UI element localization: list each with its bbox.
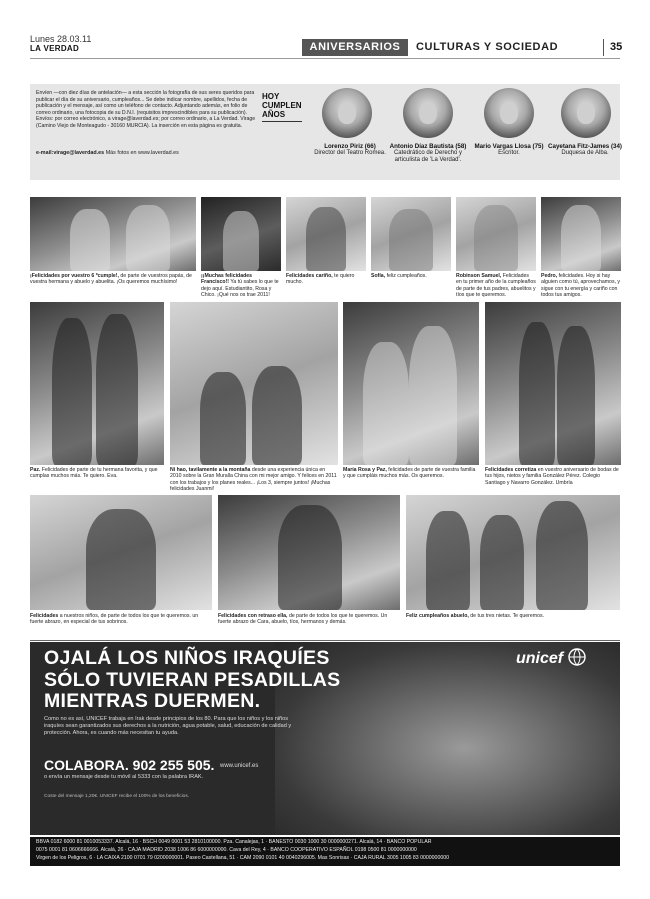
ad-rule (30, 640, 620, 641)
birthday-person-4 (547, 143, 623, 157)
unicef-logo (516, 648, 586, 668)
header-rule (30, 58, 620, 59)
photo-10 (485, 302, 621, 465)
ad-fine-print: Coste del mensaje 1,20€. UNICEF recibe el 100% de los beneficios. (44, 794, 190, 799)
email-label[interactable]: e-mail:virage@laverdad.es (36, 150, 105, 156)
email-rest: Más fotos en www.laverdad.es (105, 150, 179, 156)
photo-2 (201, 197, 281, 271)
caption-5: Robinson Samuel, Felicidades en tu primer año de la cumpleaños de parte de tus padres, abuelitos y tíos que te queremos. (456, 273, 536, 299)
caption-12: Felicidades con retraso ella, de parte de todos los que te queremos. Un fuerte abrazo de Cara, abuelo, tíos, hermanos y demás. (218, 613, 388, 626)
newspaper-name: LA VERDAD (30, 44, 80, 53)
bank-line-1: BBVA 0182 6000 81 0010053337. Alcalá, 16 · BSCH 0049 0001 53 2810100000. Pza. Canalejas, 1 · BANESTO 0030 1000 30 0000000271. Alcalá, 14 · BANCO POPULAR (36, 839, 432, 845)
caption-13: Feliz cumpleaños abuelo, de tus tres nietas. Te queremos. (406, 613, 545, 619)
birthday-person-3 (470, 143, 548, 157)
ad-phone-call: COLABORA. 902 255 505. (44, 757, 215, 773)
caption-6: Pedro, felicidades. Hoy si hay alguien como tú, aprovechamos, y sigue con tu energía y cariño con todos tus amigos. (541, 273, 621, 299)
birthday-desc-3: Escritor. (498, 150, 520, 156)
photo-8 (170, 302, 338, 465)
bank-accounts (30, 837, 620, 866)
birthday-desc-1: Director del Teatro Romea. (314, 150, 386, 156)
caption-10: Felicidades corretiza en vuestro aniversario de bodas de tus hijos, nietos y familia González Pérez. Colegio Santiago y Navarro González. Umbría (485, 467, 619, 486)
caption-8: Ni hao, tavilamente a la montaña desde una experiencia única en 2010 sobre la Gran Muralla China con mi mejor amigo. Y felices en 2011 con los trabajos y los planes reales... ¡Los 3, siempre juntos! ¡Muchas felicidades Juanmi! (170, 467, 337, 493)
section-title: CULTURAS Y SOCIEDAD (416, 41, 559, 53)
hoy-cumplen-heading: HOY CUMPLEN AÑOS (262, 92, 302, 119)
bank-line-2: 0075 0001 81 0606666666. Alcalá, 26 · CAJA MADRID 2038 1006 86 6000000000. Cava del Rey, 4 · BANCO COOPERATIVO ESPAÑOL 0198 0500 81 0000000000 (36, 847, 417, 853)
birthday-portrait-2 (403, 88, 453, 138)
photo-3 (286, 197, 366, 271)
caption-1: ¡Felicidades por vuestro 6 ºcumple!, de parte de vuestros papás, de vuestra hermana y abuelo y abuelita. ¡Os queremos muchísimo! (30, 273, 192, 286)
caption-3: Felicidades cariño, te quiero mucho. (286, 273, 355, 286)
bank-line-3: Virgen de los Peligros, 6 · LA CAIXA 2100 0701 79 0200000001. Paseo Castellana, 51 · CAM 2090 0101 40 0040296005. Mas Sonrisas · CAJA RURAL 3005 1005 83 0000000000 (36, 855, 449, 861)
photo-13 (406, 495, 620, 610)
photo-1 (30, 197, 196, 271)
ad-headline: OJALÁ LOS NIÑOS IRAQUÍES SÓLO TUVIERAN PESADILLAS MIENTRAS DUERMEN. (44, 647, 341, 712)
photo-6 (541, 197, 621, 271)
birthday-name-2: Antonio Díaz Bautista (58) (389, 143, 467, 150)
caption-4: Sofía, feliz cumpleaños. (371, 273, 427, 279)
ad-website[interactable]: www.unicef.es (220, 763, 259, 769)
page-number: 35 (603, 39, 622, 56)
caption-11: Felicidades a nuestros niños, de parte de todos los que te queremos. un fuerte abrazo, en especial de tus sobrinos. (30, 613, 199, 626)
birthday-person-2 (389, 143, 467, 164)
birthday-portrait-3 (484, 88, 534, 138)
unicef-logo-text: unicef (516, 650, 564, 667)
birthday-name-1: Lorenzo Piriz (66) (324, 143, 376, 150)
ad-sms-text: o envía un mensaje desde tu móvil al 5333 con la palabra IRAK. (44, 774, 204, 780)
contact-email (36, 150, 266, 156)
globe-icon (568, 648, 586, 666)
photo-7 (30, 302, 164, 465)
birthday-name-4: Cayetana Fitz-James (34) (548, 143, 622, 150)
submission-instructions: Envíen —con diez días de antelación— a esta sección la fotografía de sus seres queridos para publicar el día de su aniversario, cumpleaños... Se debe indicar nombre, apellidos, fecha de publicación y el mensaje, así como un teléfono de contacto. Adjuntando además, en folio de correo ordinario, una fotocopia de su D.N.I. (requisitos imprescindibles para su publicación). Envíos: por correo electrónico, a virage@laverdad.es; por correo ordinario, a La Verdad. Virage (Camino Viejo de Monteagudo - 30160 MURCIA). La inserción en esta página es gratuita. (36, 90, 256, 129)
photo-11 (30, 495, 212, 610)
birthday-name-3: Mario Vargas Llosa (75) (474, 143, 544, 150)
birthday-person-1 (306, 143, 394, 157)
photo-12 (218, 495, 400, 610)
ad-body-text: Como no es así, UNICEF trabaja en Irak desde principios de los 80. Para que los niños y los niños iraquíes sean garantizados sus derechos a la nutrición, agua potable, salud, educación de calidad y protección. Ahora, es cuando más necesitan tu ayuda. (44, 716, 292, 736)
caption-2: ¡¡Muchas felicidades Francisco!! Ya tú sabes lo que te dejo aquí. Estudiantito, Rosa y Chico. ¡Qué nos os trae 2011! (201, 273, 279, 299)
caption-7: Paz. Felicidades de parte de tu hermana favorita, y que cumplas muchos más. Te quiero. Eva. (30, 467, 158, 480)
photo-4 (371, 197, 451, 271)
photo-5 (456, 197, 536, 271)
birthday-desc-4: Duquesa de Alba. (561, 150, 609, 156)
birthday-desc-2: Catedrático de Derecho y articulista de 'La Verdad'. (393, 150, 463, 163)
hoy-cumplen-rule (262, 121, 302, 122)
section-label: ANIVERSARIOS (302, 39, 408, 56)
photo-9 (343, 302, 479, 465)
birthday-portrait-4 (561, 88, 611, 138)
caption-9: María Rosa y Paz, felicidades de parte de vuestra familia y que cumpláis muchos más. Os queremos. (343, 467, 476, 480)
issue-date: Lunes 28.03.11 (30, 34, 92, 44)
birthday-portrait-1 (322, 88, 372, 138)
